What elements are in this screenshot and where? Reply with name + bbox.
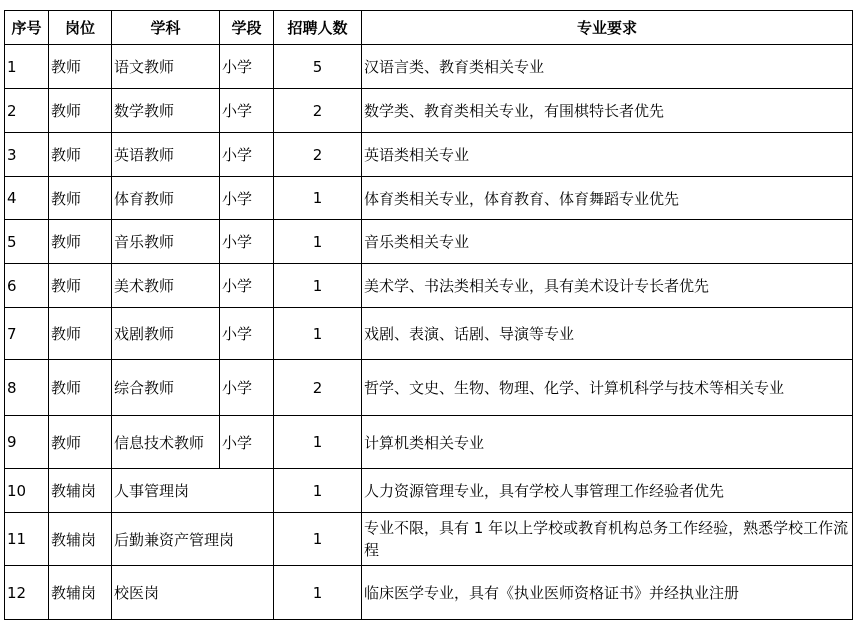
cell-subject: 人事管理岗 <box>112 469 274 513</box>
cell-stage: 小学 <box>220 308 274 360</box>
cell-count: 2 <box>274 89 362 133</box>
cell-requirement: 哲学、文史、生物、物理、化学、计算机科学与技术等相关专业 <box>362 360 853 416</box>
cell-post: 教师 <box>49 45 112 89</box>
header-subject: 学科 <box>112 11 220 45</box>
cell-requirement: 美术学、书法类相关专业，具有美术设计专长者优先 <box>362 264 853 308</box>
cell-requirement: 戏剧、表演、话剧、导演等专业 <box>362 308 853 360</box>
cell-requirement: 临床医学专业，具有《执业医师资格证书》并经执业注册 <box>362 566 853 620</box>
cell-no: 7 <box>5 308 49 360</box>
cell-post: 教师 <box>49 308 112 360</box>
cell-post: 教师 <box>49 416 112 469</box>
cell-no: 4 <box>5 177 49 220</box>
cell-no: 3 <box>5 133 49 177</box>
table-row <box>5 220 853 264</box>
cell-requirement: 英语类相关专业 <box>362 133 853 177</box>
cell-post: 教辅岗 <box>49 469 112 513</box>
cell-requirement: 计算机类相关专业 <box>362 416 853 469</box>
cell-requirement: 音乐类相关专业 <box>362 220 853 264</box>
cell-stage: 小学 <box>220 89 274 133</box>
cell-no: 1 <box>5 45 49 89</box>
table-row <box>5 133 853 177</box>
cell-no: 2 <box>5 89 49 133</box>
cell-subject: 数学教师 <box>112 89 220 133</box>
table-row <box>5 177 853 220</box>
cell-post: 教师 <box>49 133 112 177</box>
cell-stage: 小学 <box>220 133 274 177</box>
header-stage: 学段 <box>220 11 274 45</box>
table-row <box>5 469 853 513</box>
cell-subject: 信息技术教师 <box>112 416 220 469</box>
table-row <box>5 264 853 308</box>
cell-count: 1 <box>274 220 362 264</box>
cell-subject: 美术教师 <box>112 264 220 308</box>
cell-post: 教辅岗 <box>49 566 112 620</box>
header-post: 岗位 <box>49 11 112 45</box>
table-row <box>5 566 853 620</box>
cell-subject: 戏剧教师 <box>112 308 220 360</box>
cell-count: 1 <box>274 566 362 620</box>
cell-post: 教师 <box>49 89 112 133</box>
cell-no: 10 <box>5 469 49 513</box>
recruitment-table <box>4 10 853 620</box>
table-row <box>5 308 853 360</box>
cell-count: 1 <box>274 308 362 360</box>
cell-stage: 小学 <box>220 360 274 416</box>
table-row <box>5 360 853 416</box>
header-requirement: 专业要求 <box>362 11 853 45</box>
cell-subject: 语文教师 <box>112 45 220 89</box>
cell-no: 11 <box>5 513 49 566</box>
cell-stage: 小学 <box>220 177 274 220</box>
cell-requirement: 人力资源管理专业，具有学校人事管理工作经验者优先 <box>362 469 853 513</box>
cell-count: 2 <box>274 133 362 177</box>
cell-stage: 小学 <box>220 416 274 469</box>
cell-subject: 音乐教师 <box>112 220 220 264</box>
cell-no: 6 <box>5 264 49 308</box>
cell-post: 教师 <box>49 220 112 264</box>
cell-stage: 小学 <box>220 220 274 264</box>
cell-subject: 体育教师 <box>112 177 220 220</box>
cell-count: 1 <box>274 264 362 308</box>
cell-count: 1 <box>274 177 362 220</box>
cell-count: 1 <box>274 469 362 513</box>
cell-count: 1 <box>274 513 362 566</box>
cell-requirement: 汉语言类、教育类相关专业 <box>362 45 853 89</box>
cell-stage: 小学 <box>220 264 274 308</box>
cell-requirement: 数学类、教育类相关专业，有围棋特长者优先 <box>362 89 853 133</box>
cell-no: 8 <box>5 360 49 416</box>
table-row <box>5 45 853 89</box>
cell-stage: 小学 <box>220 45 274 89</box>
table-row <box>5 513 853 566</box>
cell-subject: 英语教师 <box>112 133 220 177</box>
cell-post: 教师 <box>49 177 112 220</box>
cell-subject: 综合教师 <box>112 360 220 416</box>
cell-post: 教师 <box>49 264 112 308</box>
header-count: 招聘人数 <box>274 11 362 45</box>
cell-count: 5 <box>274 45 362 89</box>
cell-count: 1 <box>274 416 362 469</box>
cell-subject: 校医岗 <box>112 566 274 620</box>
cell-subject: 后勤兼资产管理岗 <box>112 513 274 566</box>
table-row <box>5 89 853 133</box>
cell-post: 教师 <box>49 360 112 416</box>
cell-requirement: 体育类相关专业，体育教育、体育舞蹈专业优先 <box>362 177 853 220</box>
cell-count: 2 <box>274 360 362 416</box>
cell-requirement: 专业不限，具有 1 年以上学校或教育机构总务工作经验，熟悉学校工作流程 <box>362 513 853 566</box>
cell-post: 教辅岗 <box>49 513 112 566</box>
header-row <box>5 11 853 45</box>
cell-no: 9 <box>5 416 49 469</box>
cell-no: 12 <box>5 566 49 620</box>
table-row <box>5 416 853 469</box>
header-no: 序号 <box>5 11 49 45</box>
cell-no: 5 <box>5 220 49 264</box>
